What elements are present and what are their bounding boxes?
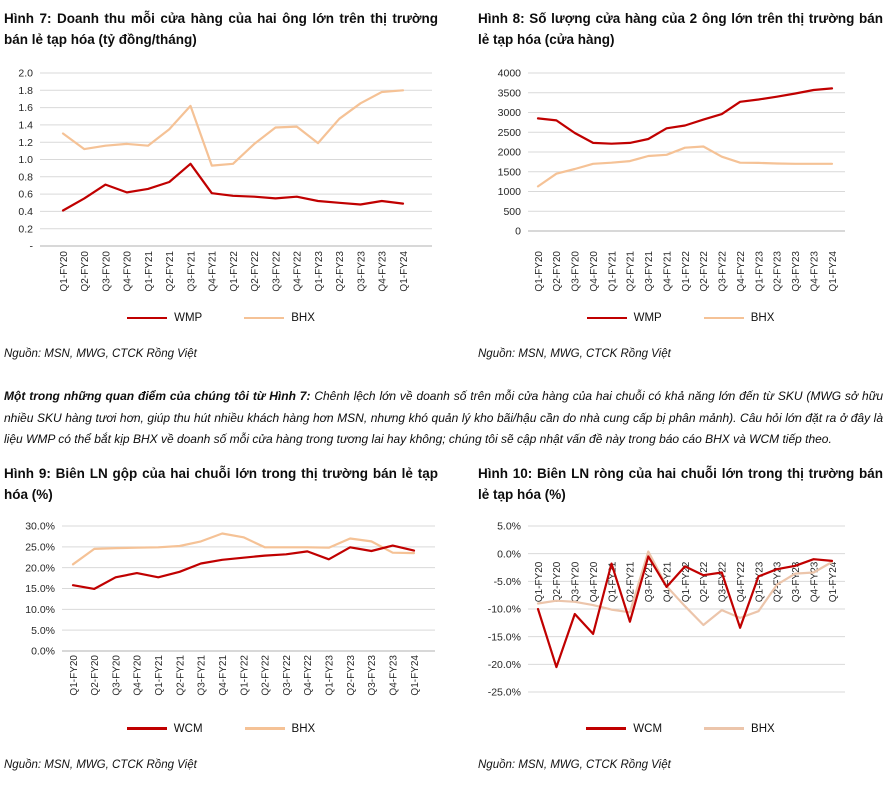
x-tick-label: Q4-FY21 — [207, 251, 219, 292]
x-tick-label: Q4-FY21 — [217, 654, 229, 696]
x-tick-label: Q4-FY20 — [132, 654, 144, 696]
figure-8-source: Nguồn: MSN, MWG, CTCK Rồng Việt — [478, 348, 671, 360]
y-tick-label: 0 — [515, 225, 521, 238]
figures-grid — [4, 8, 883, 771]
y-tick-label: 1500 — [497, 166, 521, 179]
x-tick-label: Q4-FY22 — [735, 251, 747, 292]
figure-9-chart — [4, 515, 438, 719]
figure-7 — [4, 8, 438, 360]
y-tick-label: -15.0% — [487, 630, 521, 643]
legend-label: WCM — [173, 722, 203, 735]
x-tick-label: Q1-FY24 — [827, 561, 839, 602]
legend-label: BHX — [750, 312, 775, 324]
figure-9-source: Nguồn: MSN, MWG, CTCK Rồng Việt — [4, 758, 197, 771]
x-tick-label: Q1-FY24 — [398, 251, 410, 292]
y-tick-label: 4000 — [497, 67, 521, 80]
x-tick-label: Q2-FY22 — [699, 561, 711, 602]
x-tick-label: Q1-FY24 — [827, 251, 839, 292]
x-tick-label: Q2-FY21 — [165, 251, 177, 292]
figure-9 — [4, 463, 438, 771]
x-tick-label: Q4-FY22 — [292, 251, 304, 292]
legend-label: WMP — [633, 312, 662, 324]
x-tick-label: Q3-FY20 — [570, 251, 582, 292]
y-tick-label: -5.0% — [493, 575, 521, 588]
y-tick-label: 3000 — [497, 107, 521, 120]
y-tick-label: 1.2 — [18, 136, 33, 149]
x-tick-label: Q2-FY21 — [625, 561, 637, 602]
x-tick-label: Q2-FY23 — [345, 654, 357, 696]
y-tick-label: 1000 — [497, 186, 521, 199]
y-tick-label: 1.8 — [18, 84, 33, 97]
figure-8-chart — [478, 60, 883, 308]
x-tick-label: Q4-FY22 — [735, 561, 747, 602]
x-tick-label: Q1-FY22 — [680, 251, 692, 292]
y-tick-label: 10.0% — [25, 603, 55, 616]
x-tick-label: Q3-FY21 — [644, 251, 656, 292]
y-tick-label: 2500 — [497, 126, 521, 139]
x-tick-label: Q3-FY23 — [356, 251, 368, 292]
x-tick-label: Q3-FY20 — [101, 251, 113, 292]
legend-line-swatch — [704, 727, 744, 730]
x-tick-label: Q4-FY23 — [377, 251, 389, 292]
x-tick-label: Q1-FY22 — [680, 561, 692, 602]
analyst-note-body: Chênh lệch lớn về doanh số trên mỗi cửa hàng của hai chuỗi có khả năng lớn đến từ SKU (MWG sở hữu nhiều SKU hàng tươi hơn, giúp thu hút nhiều khách hàng hơn MSN, nhưng khó quản lý kho bãi/hậu cần do nhà cung cấp bị phân mảnh). Câu hỏi lớn đặt ra ở đây là liệu WMP có thể bắt kịp BHX về doanh số mỗi cửa hàng trong tương lai hay không; chúng tôi sẽ cập nhật vấn đề này trong báo cáo BHX và WCM tiếp theo. — [4, 389, 883, 446]
y-tick-label: 25.0% — [25, 540, 55, 553]
legend-item-bhx — [704, 723, 775, 735]
x-tick-label: Q1-FY21 — [154, 654, 166, 696]
legend-item-bhx — [244, 312, 315, 324]
legend-line-swatch — [244, 317, 284, 320]
x-tick-label: Q1-FY20 — [68, 654, 80, 696]
x-tick-label: Q2-FY23 — [772, 251, 784, 292]
x-tick-label: Q4-FY23 — [388, 654, 400, 696]
x-tick-label: Q2-FY23 — [772, 561, 784, 602]
legend-item-bhx — [245, 723, 316, 735]
x-tick-label: Q4-FY21 — [662, 561, 674, 602]
legend-line-swatch — [127, 727, 167, 730]
x-tick-label: Q2-FY23 — [335, 251, 347, 292]
figure-10-title: Hình 10: Biên LN ròng của hai chuỗi lớn trong thị trường bán lẻ tạp hóa (%) — [478, 465, 883, 502]
legend-line-swatch — [586, 727, 626, 730]
y-tick-label: 0.4 — [18, 206, 33, 218]
x-tick-label: Q1-FY21 — [143, 251, 155, 292]
x-tick-label: Q1-FY20 — [533, 561, 545, 602]
x-tick-label: Q3-FY20 — [111, 654, 123, 696]
x-tick-label: Q3-FY22 — [271, 251, 283, 292]
figure-10-legend — [478, 721, 883, 737]
y-tick-label: 0.6 — [18, 188, 33, 201]
figure-7-title: Hình 7: Doanh thu mỗi cửa hàng của hai ông lớn trên thị trường bán lẻ tạp hóa (tỷ đồng/tháng) — [4, 11, 438, 48]
legend-label: WCM — [633, 722, 663, 735]
x-tick-label: Q4-FY21 — [662, 251, 674, 292]
y-tick-label: 2.0 — [18, 67, 33, 80]
figure-8-title: Hình 8: Số lượng cửa hàng của 2 ông lớn trên thị trường bán lẻ tạp hóa (cửa hàng) — [478, 11, 883, 48]
x-tick-label: Q3-FY23 — [791, 251, 803, 292]
x-tick-label: Q4-FY22 — [303, 654, 315, 696]
legend-line-swatch — [245, 727, 285, 730]
series-line-bhx — [63, 90, 403, 165]
x-tick-label: Q3-FY23 — [367, 654, 379, 696]
x-tick-label: Q2-FY20 — [80, 251, 92, 292]
x-tick-label: Q3-FY20 — [570, 561, 582, 602]
figure-7-chart — [4, 60, 438, 308]
x-tick-label: Q1-FY22 — [228, 250, 240, 292]
y-tick-label: 0.2 — [18, 223, 33, 236]
legend-label: WMP — [174, 312, 203, 324]
x-tick-label: Q4-FY20 — [588, 561, 600, 602]
y-tick-label: 1.0 — [18, 154, 33, 167]
line-chart-svg — [478, 60, 883, 308]
x-tick-label: Q2-FY21 — [625, 251, 637, 292]
legend-label: BHX — [291, 722, 316, 735]
y-tick-label: 3500 — [497, 87, 521, 100]
y-tick-label: -20.0% — [487, 658, 521, 671]
y-tick-label: -25.0% — [487, 686, 521, 699]
legend-item-wmp — [127, 312, 202, 324]
x-tick-label: Q2-FY21 — [175, 654, 187, 696]
line-chart-svg — [478, 515, 883, 719]
x-tick-label: Q4-FY20 — [588, 251, 600, 292]
series-line-wmp — [538, 88, 832, 143]
x-tick-label: Q1-FY23 — [754, 561, 766, 602]
x-tick-label: Q4-FY23 — [809, 251, 821, 292]
y-tick-label: 1.4 — [18, 119, 33, 132]
x-tick-label: Q3-FY22 — [717, 561, 729, 602]
figure-10-chart — [478, 515, 883, 719]
line-chart-svg — [4, 515, 438, 719]
y-tick-label: 5.0% — [31, 624, 55, 637]
x-tick-label: Q4-FY20 — [122, 251, 134, 292]
legend-line-swatch — [704, 317, 744, 320]
x-tick-label: Q2-FY20 — [90, 654, 102, 696]
legend-item-wcm — [586, 723, 662, 735]
x-tick-label: Q2-FY20 — [552, 251, 564, 292]
x-tick-label: Q1-FY24 — [409, 654, 421, 696]
y-tick-label: -10.0% — [487, 603, 521, 616]
line-chart-svg — [4, 60, 438, 308]
y-tick-label: - — [29, 240, 33, 253]
legend-item-wmp — [587, 312, 662, 324]
figure-8 — [478, 8, 883, 360]
x-tick-label: Q1-FY23 — [313, 251, 325, 292]
y-tick-label: 5.0% — [497, 520, 521, 533]
analyst-note-lead: Một trong những quan điểm của chúng tôi từ Hình 7: — [4, 389, 311, 403]
x-tick-label: Q1-FY23 — [324, 654, 336, 696]
x-tick-label: Q1-FY21 — [607, 251, 619, 292]
x-tick-label: Q3-FY21 — [186, 251, 198, 292]
y-tick-label: 20.0% — [25, 561, 55, 574]
y-tick-label: 0.8 — [18, 171, 33, 184]
y-tick-label: 15.0% — [25, 582, 55, 595]
legend-item-bhx — [704, 312, 775, 324]
x-tick-label: Q4-FY23 — [809, 561, 821, 602]
figure-10 — [478, 463, 883, 771]
figure-9-title: Hình 9: Biên LN gộp của hai chuỗi lớn trong thị trường bán lẻ tạp hóa (%) — [4, 465, 438, 502]
figure-9-legend — [4, 721, 438, 737]
x-tick-label: Q2-FY22 — [260, 654, 272, 696]
y-tick-label: 500 — [503, 205, 521, 218]
x-tick-label: Q1-FY21 — [607, 561, 619, 602]
x-tick-label: Q1-FY22 — [239, 654, 251, 696]
x-tick-label: Q3-FY21 — [644, 561, 656, 602]
x-tick-label: Q1-FY20 — [58, 251, 70, 292]
series-line-wmp — [63, 164, 403, 211]
figure-8-legend — [478, 310, 883, 326]
figure-7-source: Nguồn: MSN, MWG, CTCK Rồng Việt — [4, 348, 197, 360]
x-tick-label: Q3-FY23 — [791, 561, 803, 602]
legend-line-swatch — [587, 317, 627, 320]
x-tick-label: Q2-FY20 — [552, 561, 564, 602]
x-tick-label: Q2-FY22 — [250, 250, 262, 292]
analyst-note — [4, 386, 883, 451]
legend-label: BHX — [291, 312, 315, 324]
legend-label: BHX — [751, 722, 775, 735]
x-tick-label: Q3-FY22 — [281, 654, 293, 696]
x-tick-label: Q1-FY20 — [533, 251, 545, 292]
legend-line-swatch — [127, 317, 167, 320]
x-tick-label: Q3-FY21 — [196, 654, 208, 696]
figure-10-source: Nguồn: MSN, MWG, CTCK Rồng Việt — [478, 758, 671, 771]
figure-7-legend — [4, 310, 438, 326]
x-tick-label: Q1-FY23 — [754, 251, 766, 292]
x-tick-label: Q2-FY22 — [699, 250, 711, 292]
y-tick-label: 1.6 — [18, 102, 33, 115]
y-tick-label: 2000 — [497, 146, 521, 159]
legend-item-wcm — [127, 723, 203, 735]
y-tick-label: 0.0% — [31, 645, 55, 658]
x-tick-label: Q3-FY22 — [717, 250, 729, 292]
y-tick-label: 0.0% — [497, 547, 521, 560]
y-tick-label: 30.0% — [25, 520, 55, 533]
